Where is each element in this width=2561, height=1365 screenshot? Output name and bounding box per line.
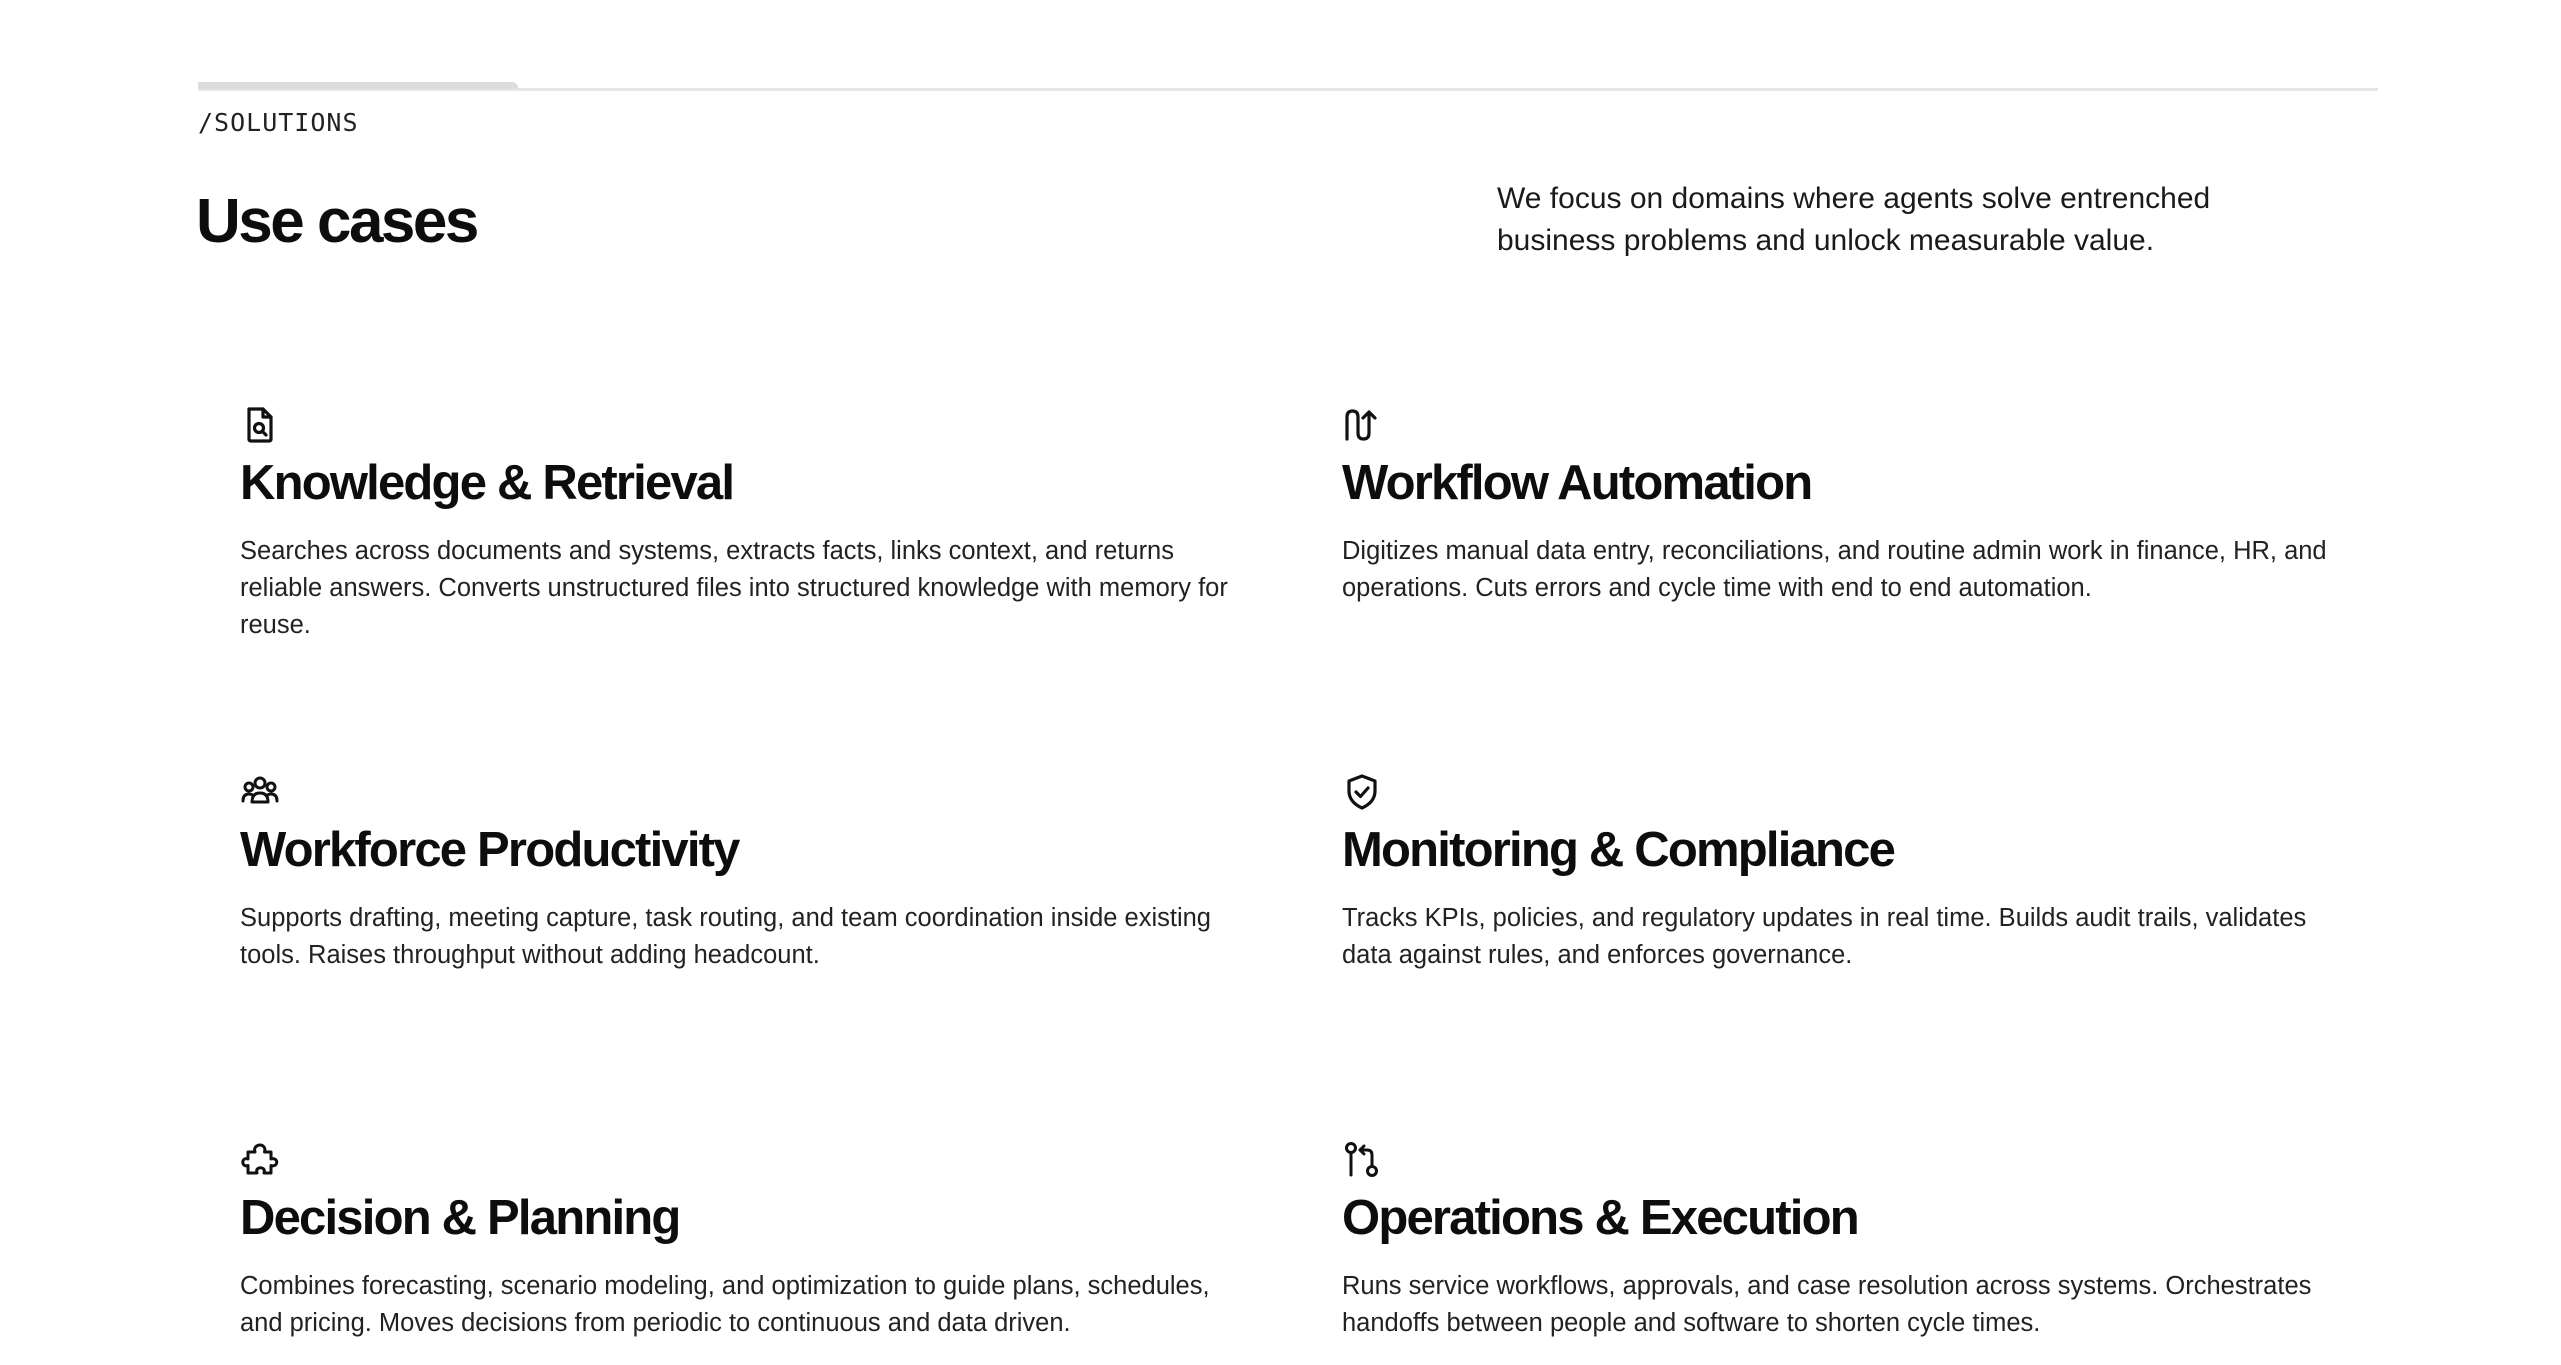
git-pull-request-icon xyxy=(1342,1140,1382,1180)
workflow-arrows-icon xyxy=(1342,405,1382,445)
card-title: Workflow Automation xyxy=(1342,456,1812,510)
card-title: Decision & Planning xyxy=(240,1191,680,1245)
card-description: Combines forecasting, scenario modeling, and optimization to guide plans, schedules, and pricing. Moves decisions from periodic to continuous and data driven. xyxy=(240,1272,1210,1337)
page-title: Use cases xyxy=(196,187,477,256)
card-title: Knowledge & Retrieval xyxy=(240,456,734,510)
card-description: Supports drafting, meeting capture, task routing, and team coordination inside existing tools. Raises throughput without adding headcount. xyxy=(240,904,1211,969)
card-description: Digitizes manual data entry, reconciliations, and routine admin work in finance, HR, and operations. Cuts errors and cycle time with end to end automation. xyxy=(1342,537,2327,602)
team-users-icon xyxy=(240,772,280,812)
section-progress-indicator xyxy=(198,82,518,89)
section-divider xyxy=(198,88,2378,91)
card-title: Operations & Execution xyxy=(1342,1191,1858,1245)
card-description: Runs service workflows, approvals, and case resolution across systems. Orchestrates handoffs between people and software to shorten cycle times. xyxy=(1342,1272,2312,1337)
shield-check-icon xyxy=(1342,772,1382,812)
card-description: Tracks KPIs, policies, and regulatory updates in real time. Builds audit trails, validates data against rules, and enforces governance. xyxy=(1342,904,2307,969)
card-title: Monitoring & Compliance xyxy=(1342,823,1895,877)
card-title: Workforce Productivity xyxy=(240,823,739,877)
section-intro: We focus on domains where agents solve entrenched business problems and unlock measurable value. xyxy=(1497,182,2211,257)
document-search-icon xyxy=(240,405,280,445)
puzzle-icon xyxy=(240,1140,280,1180)
card-description: Searches across documents and systems, extracts facts, links context, and returns reliable answers. Converts unstructured files into structured knowledge with memory for reuse. xyxy=(240,537,1228,639)
section-label: /SOLUTIONS xyxy=(198,108,359,137)
